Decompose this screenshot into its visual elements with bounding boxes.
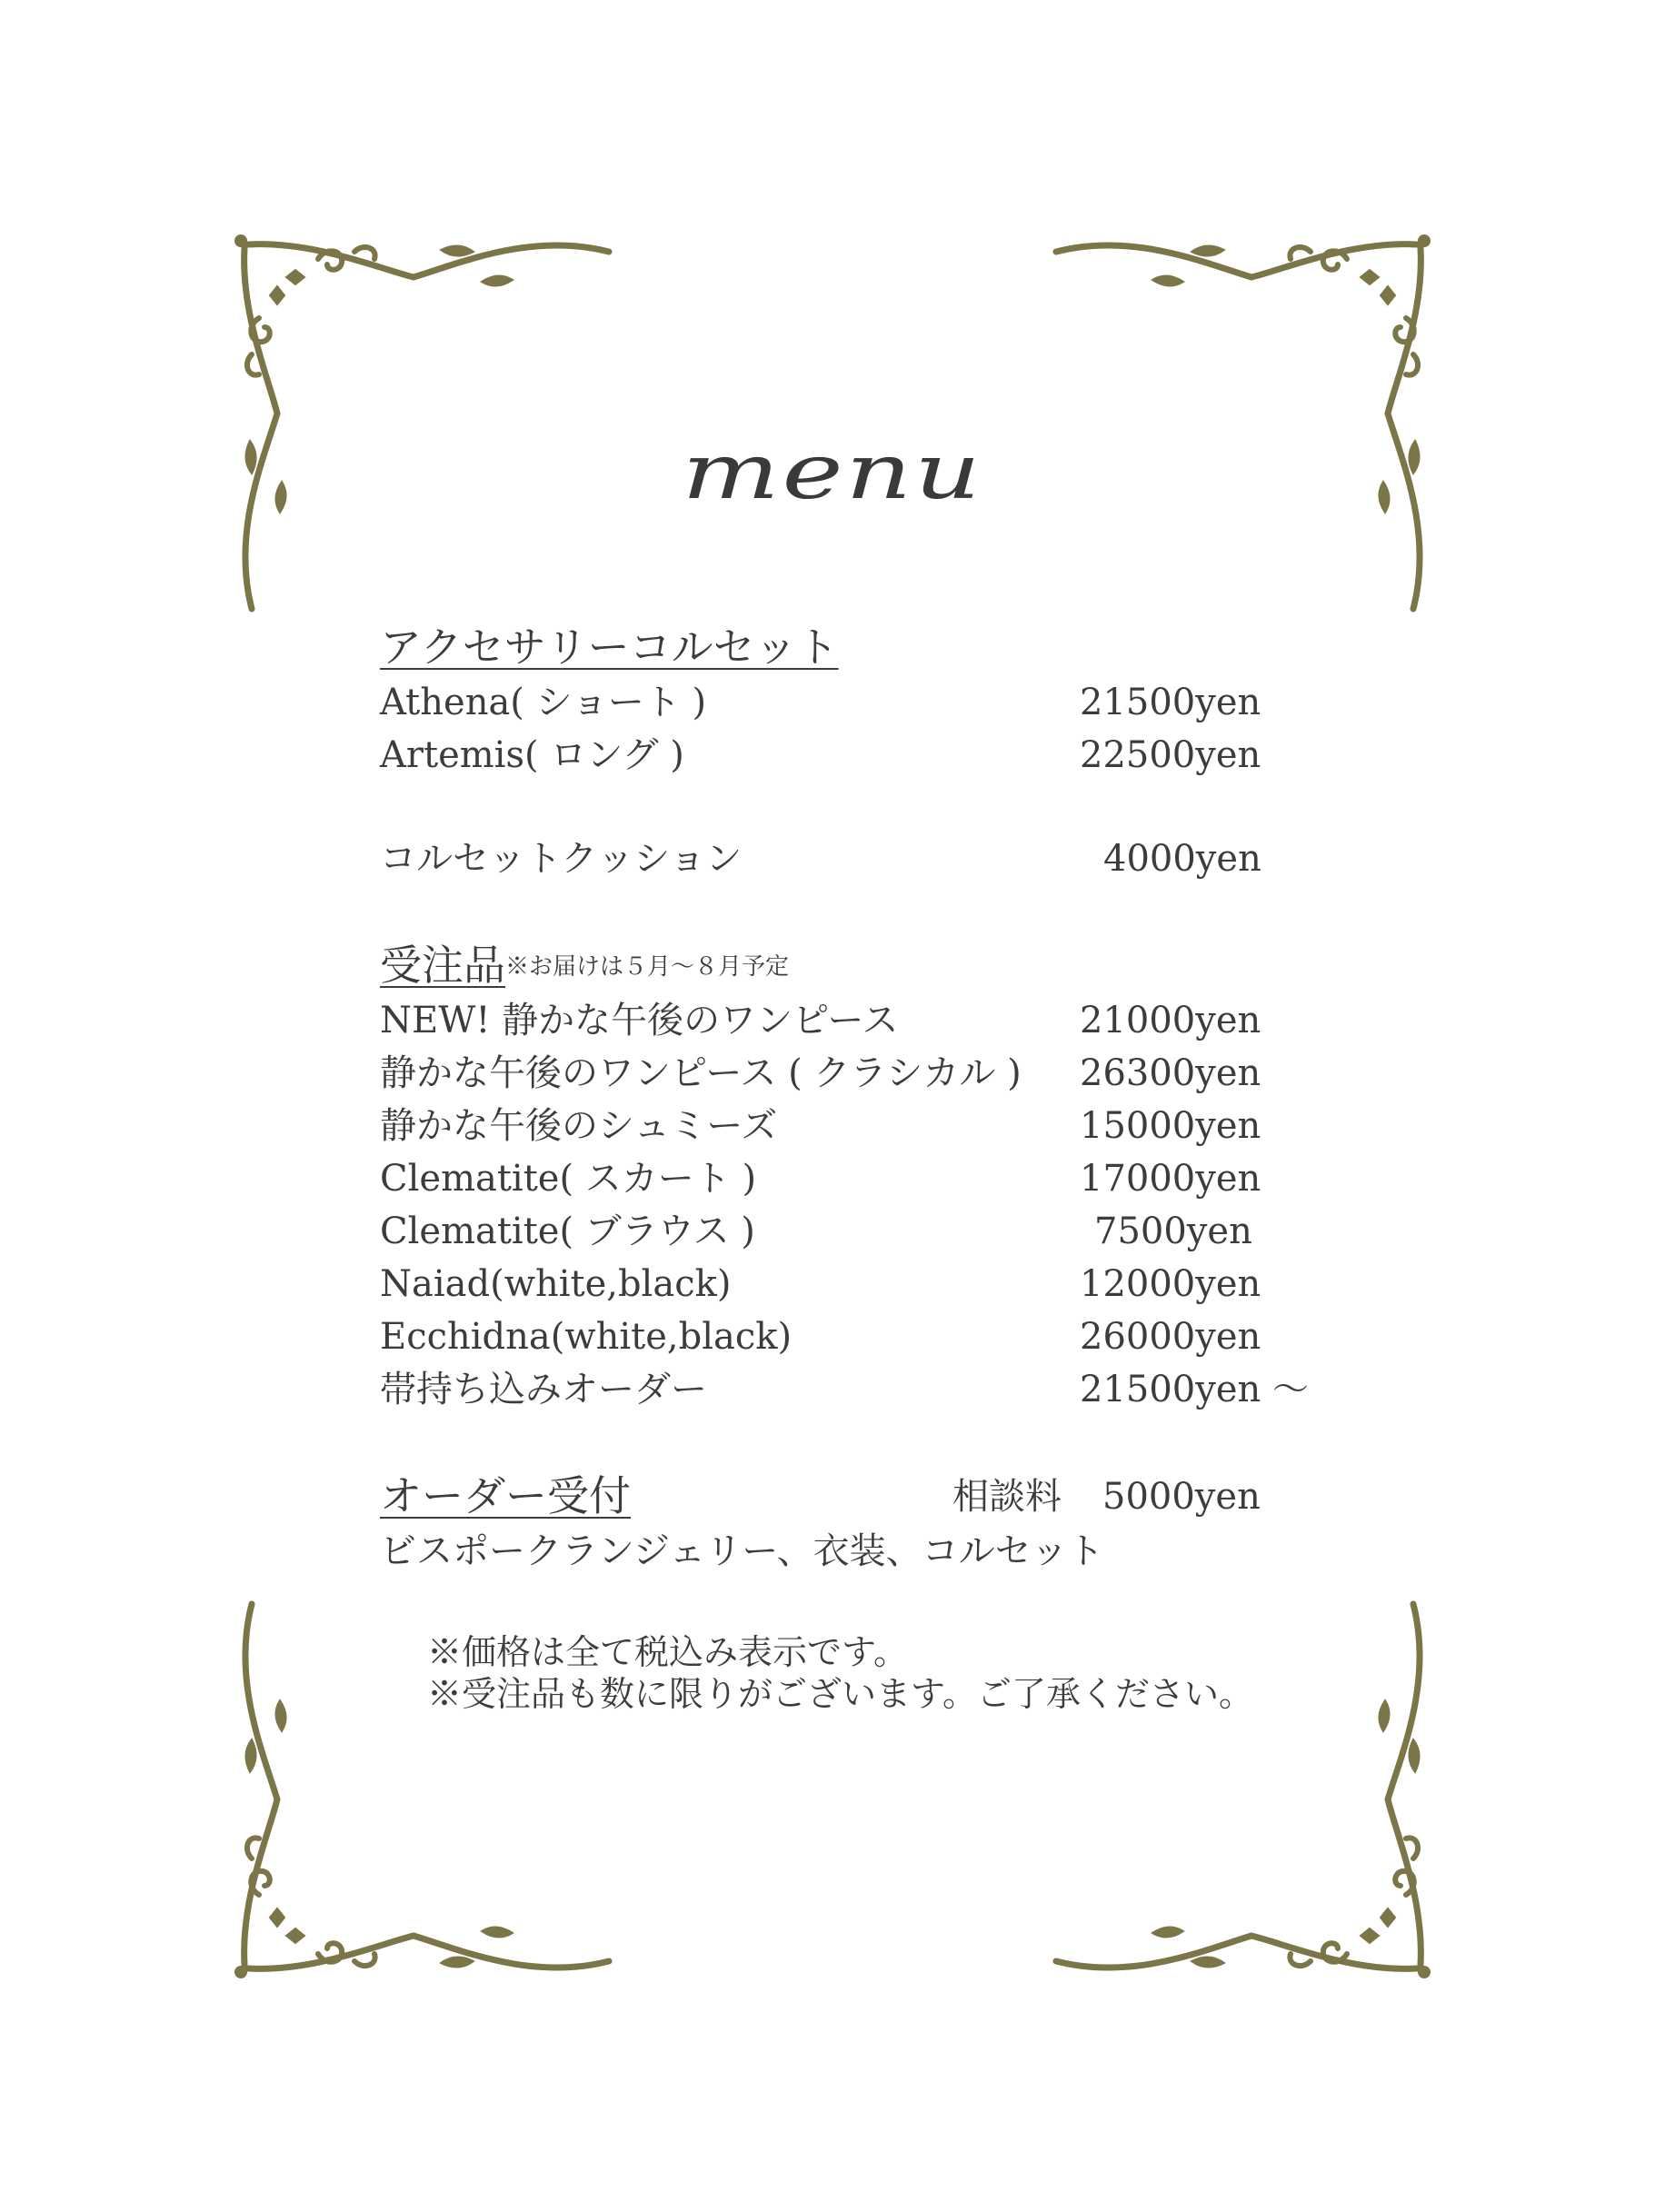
page-title: menu — [682, 427, 983, 516]
item-name: Artemis( ロング ) — [380, 734, 684, 776]
item-name: Ecchidna(white,black) — [380, 1316, 793, 1358]
footnote-tax: ※価格は全て税込み表示です。 — [427, 1632, 908, 1672]
item-price: 12000yen — [1080, 1263, 1261, 1305]
menu-list — [380, 618, 1361, 1578]
footnotes — [427, 1631, 1253, 1715]
item-price: 7500yen — [1094, 1211, 1252, 1252]
item-name: Athena( ショート ) — [380, 682, 707, 723]
item-name: Clematite( ブラウス ) — [380, 1211, 755, 1252]
item-price: 21500yen — [1080, 682, 1261, 723]
item-price: 21000yen — [1080, 1000, 1261, 1041]
item-price: 26000yen — [1080, 1316, 1261, 1358]
item-price: 26300yen — [1080, 1052, 1261, 1094]
item-name: コルセットクッション — [380, 838, 743, 880]
footnote-limited: ※受注品も数に限りがございます。ご了承ください。 — [427, 1674, 1253, 1714]
item-name: 帯持ち込みオーダー — [380, 1369, 707, 1410]
item-name: 静かな午後のワンピース ( クラシカル ) — [380, 1052, 1022, 1094]
consultation-fee-label: 相談料 — [952, 1476, 1062, 1518]
item-price: 15000yen — [1080, 1105, 1261, 1147]
menu-row — [380, 1047, 1361, 1100]
menu-row — [380, 729, 1361, 782]
item-price: 4000yen — [1103, 838, 1261, 880]
item-name: NEW! 静かな午後のワンピース — [380, 1000, 899, 1041]
menu-row — [380, 1363, 1361, 1416]
menu-row — [380, 1152, 1361, 1205]
menu-row — [380, 1205, 1361, 1258]
consultation-fee-price: 5000yen — [1102, 1476, 1261, 1518]
section-heading-accessory: アクセサリーコルセット — [380, 623, 839, 672]
section-heading-order: オーダー受付 — [380, 1471, 631, 1520]
item-name: Naiad(white,black) — [380, 1263, 732, 1305]
menu-row — [380, 1100, 1361, 1152]
item-price: 17000yen — [1080, 1158, 1261, 1200]
section-heading-made-to-order: 受注品 — [380, 941, 505, 990]
menu-row — [380, 994, 1361, 1047]
item-name: Clematite( スカート ) — [380, 1158, 757, 1200]
delivery-note: ※お届けは５月～８月予定 — [505, 953, 790, 981]
menu-row — [380, 1258, 1361, 1310]
menu-row — [380, 676, 1361, 729]
item-price: 22500yen — [1080, 734, 1261, 776]
menu-row — [380, 1310, 1361, 1363]
item-price: 21500yen ～ — [1080, 1369, 1309, 1410]
order-section-header — [380, 1467, 1361, 1525]
order-description: ビスポークランジェリー、衣装、コルセット — [380, 1530, 1104, 1572]
item-name: 静かな午後のシュミーズ — [380, 1105, 778, 1147]
menu-row-cushion — [380, 832, 1361, 885]
